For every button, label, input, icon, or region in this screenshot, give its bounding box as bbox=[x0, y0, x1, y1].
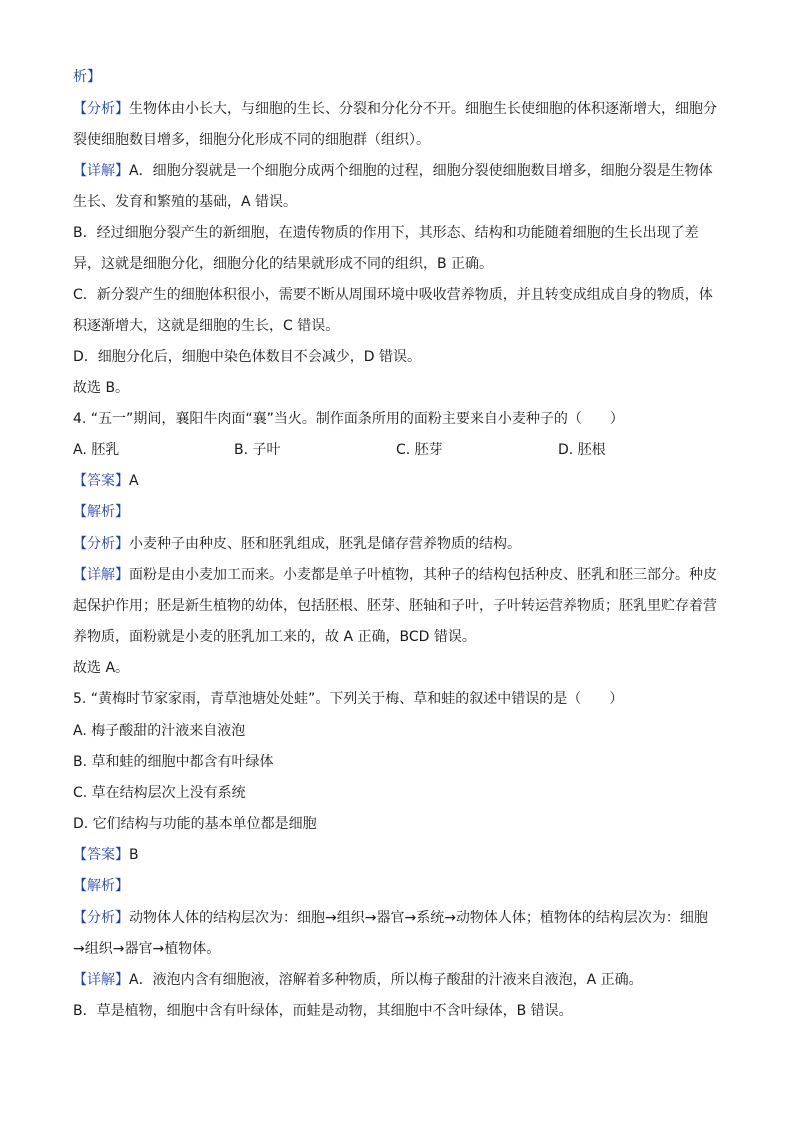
jiexi-tag: 【解析】 bbox=[73, 504, 129, 520]
q3-detail-c-text-1: C．新分裂产生的细胞体积很小，需要不断从周围环境中吸收营养物质，并且转变成组成自身的物质，体 bbox=[73, 287, 713, 303]
jiexi-tag: 【解析】 bbox=[73, 878, 129, 894]
q5-analysis-line-2 bbox=[73, 939, 733, 959]
q3-detail-a-text-2: 生长、发育和繁殖的基础，A 错误。 bbox=[73, 194, 298, 210]
q3-detail-b-text-2: 异，这就是细胞分化，细胞分化的结果就形成不同的组织，B 正确。 bbox=[73, 256, 494, 272]
q3-detail-a-line-2 bbox=[73, 192, 733, 212]
q4-answer-value: A bbox=[129, 473, 139, 489]
q3-detail-a-line-1 bbox=[73, 161, 733, 181]
q3-detail-b-line-2 bbox=[73, 254, 733, 274]
q5-option-c bbox=[73, 783, 733, 803]
answer-tag: 【答案】 bbox=[73, 847, 129, 863]
q3-detail-c-line-1 bbox=[73, 285, 733, 305]
jiexi-tag-tail: 析】 bbox=[73, 69, 101, 85]
q4-conclusion bbox=[73, 658, 733, 678]
detail-tag: 【详解】 bbox=[73, 972, 129, 988]
q5-option-b-text: B. 草和蛙的细胞中都含有叶绿体 bbox=[73, 754, 274, 770]
q3-conclusion-text: 故选 B。 bbox=[73, 380, 130, 396]
q4-stem-text: 4. “五一”期间，襄阳牛肉面“襄”当火。制作面条所用的面粉主要来自小麦种子的（ ） bbox=[73, 411, 624, 427]
q3-analysis-line-2 bbox=[73, 130, 733, 150]
q5-analysis-text-1: 动物体人体的结构层次为：细胞→组织→器官→系统→动物体人体；植物体的结构层次为：细胞 bbox=[129, 910, 708, 926]
q5-analysis-line-1 bbox=[73, 908, 733, 928]
q4-conclusion-text: 故选 A。 bbox=[73, 660, 130, 676]
q4-analysis-line bbox=[73, 534, 733, 554]
analysis-tag: 【分析】 bbox=[73, 910, 129, 926]
q3-detail-c-line-2 bbox=[73, 316, 733, 336]
q5-detail-a-text: A．液泡内含有细胞液，溶解着多种物质，所以梅子酸甜的汁液来自液泡，A 正确。 bbox=[129, 972, 643, 988]
q3-detail-d-line bbox=[73, 347, 733, 367]
q4-analysis-text: 小麦种子由种皮、胚和胚乳组成，胚乳是储存营养物质的结构。 bbox=[129, 536, 521, 552]
q5-option-a-text: A. 梅子酸甜的汁液来自液泡 bbox=[73, 723, 246, 739]
q5-option-b bbox=[73, 752, 733, 772]
q5-answer bbox=[73, 845, 733, 865]
q5-option-c-text: C. 草在结构层次上没有系统 bbox=[73, 785, 246, 801]
q4-detail-line-1 bbox=[73, 565, 733, 585]
q5-analysis-text-2: →组织→器官→植物体。 bbox=[73, 941, 221, 957]
q4-detail-text-2: 起保护作用；胚是新生植物的幼体，包括胚根、胚芽、胚轴和子叶，子叶转运营养物质；胚乳里贮存着营 bbox=[73, 598, 717, 614]
q4-option-b: B. 子叶 bbox=[234, 442, 281, 458]
analysis-tag: 【分析】 bbox=[73, 101, 129, 117]
q3-analysis-text-1: 生物体由小长大，与细胞的生长、分裂和分化分不开。细胞生长使细胞的体积逐渐增大，细胞分 bbox=[129, 101, 717, 117]
q4-answer bbox=[73, 471, 733, 491]
q5-detail-a-line bbox=[73, 970, 733, 990]
q3-detail-b-text-1: B．经过细胞分裂产生的新细胞，在遗传物质的作用下，其形态、结构和功能随着细胞的生长出现了差 bbox=[73, 225, 699, 241]
q4-option-a: A. 胚乳 bbox=[73, 442, 120, 458]
q5-option-a bbox=[73, 721, 733, 741]
q3-detail-c-text-2: 积逐渐增大，这就是细胞的生长，C 错误。 bbox=[73, 318, 340, 334]
jiexi-heading bbox=[73, 67, 733, 87]
q5-detail-b-text: B．草是植物，细胞中含有叶绿体，而蛙是动物，其细胞中不含叶绿体，B 错误。 bbox=[73, 1003, 573, 1019]
q4-option-c: C. 胚芽 bbox=[396, 442, 443, 458]
q3-detail-b-line-1 bbox=[73, 223, 733, 243]
q3-detail-a-text-1: A．细胞分裂就是一个细胞分成两个细胞的过程，细胞分裂使细胞数目增多，细胞分裂是生物体 bbox=[129, 163, 713, 179]
answer-tag: 【答案】 bbox=[73, 473, 129, 489]
q3-analysis-line-1 bbox=[73, 99, 733, 119]
q5-option-d bbox=[73, 814, 733, 834]
analysis-tag: 【分析】 bbox=[73, 536, 129, 552]
q4-option-d: D. 胚根 bbox=[558, 442, 606, 458]
q4-detail-line-2 bbox=[73, 596, 733, 616]
q4-stem bbox=[73, 409, 733, 429]
q4-detail-text-1: 面粉是由小麦加工而来。小麦都是单子叶植物，其种子的结构包括种皮、胚乳和胚三部分。种皮 bbox=[129, 567, 717, 583]
q4-detail-text-3: 养物质，面粉就是小麦的胚乳加工来的，故 A 正确，BCD 错误。 bbox=[73, 629, 476, 645]
q5-jiexi-heading bbox=[73, 876, 733, 896]
q3-analysis-text-2: 裂使细胞数目增多，细胞分化形成不同的细胞群（组织）。 bbox=[73, 132, 430, 148]
q5-answer-value: B bbox=[129, 847, 139, 863]
q5-stem-text: 5. “黄梅时节家家雨，青草池塘处处蛙”。下列关于梅、草和蛙的叙述中错误的是（ ） bbox=[73, 691, 624, 707]
q5-option-d-text: D. 它们结构与功能的基本单位都是细胞 bbox=[73, 816, 317, 832]
q4-detail-line-3 bbox=[73, 627, 733, 647]
q3-detail-d-text: D．细胞分化后，细胞中染色体数目不会减少，D 错误。 bbox=[73, 349, 422, 365]
detail-tag: 【详解】 bbox=[73, 163, 129, 179]
q4-jiexi-heading bbox=[73, 502, 733, 522]
q5-detail-b-line bbox=[73, 1001, 733, 1021]
q3-conclusion bbox=[73, 378, 733, 398]
detail-tag: 【详解】 bbox=[73, 567, 129, 583]
q5-stem bbox=[73, 689, 733, 709]
